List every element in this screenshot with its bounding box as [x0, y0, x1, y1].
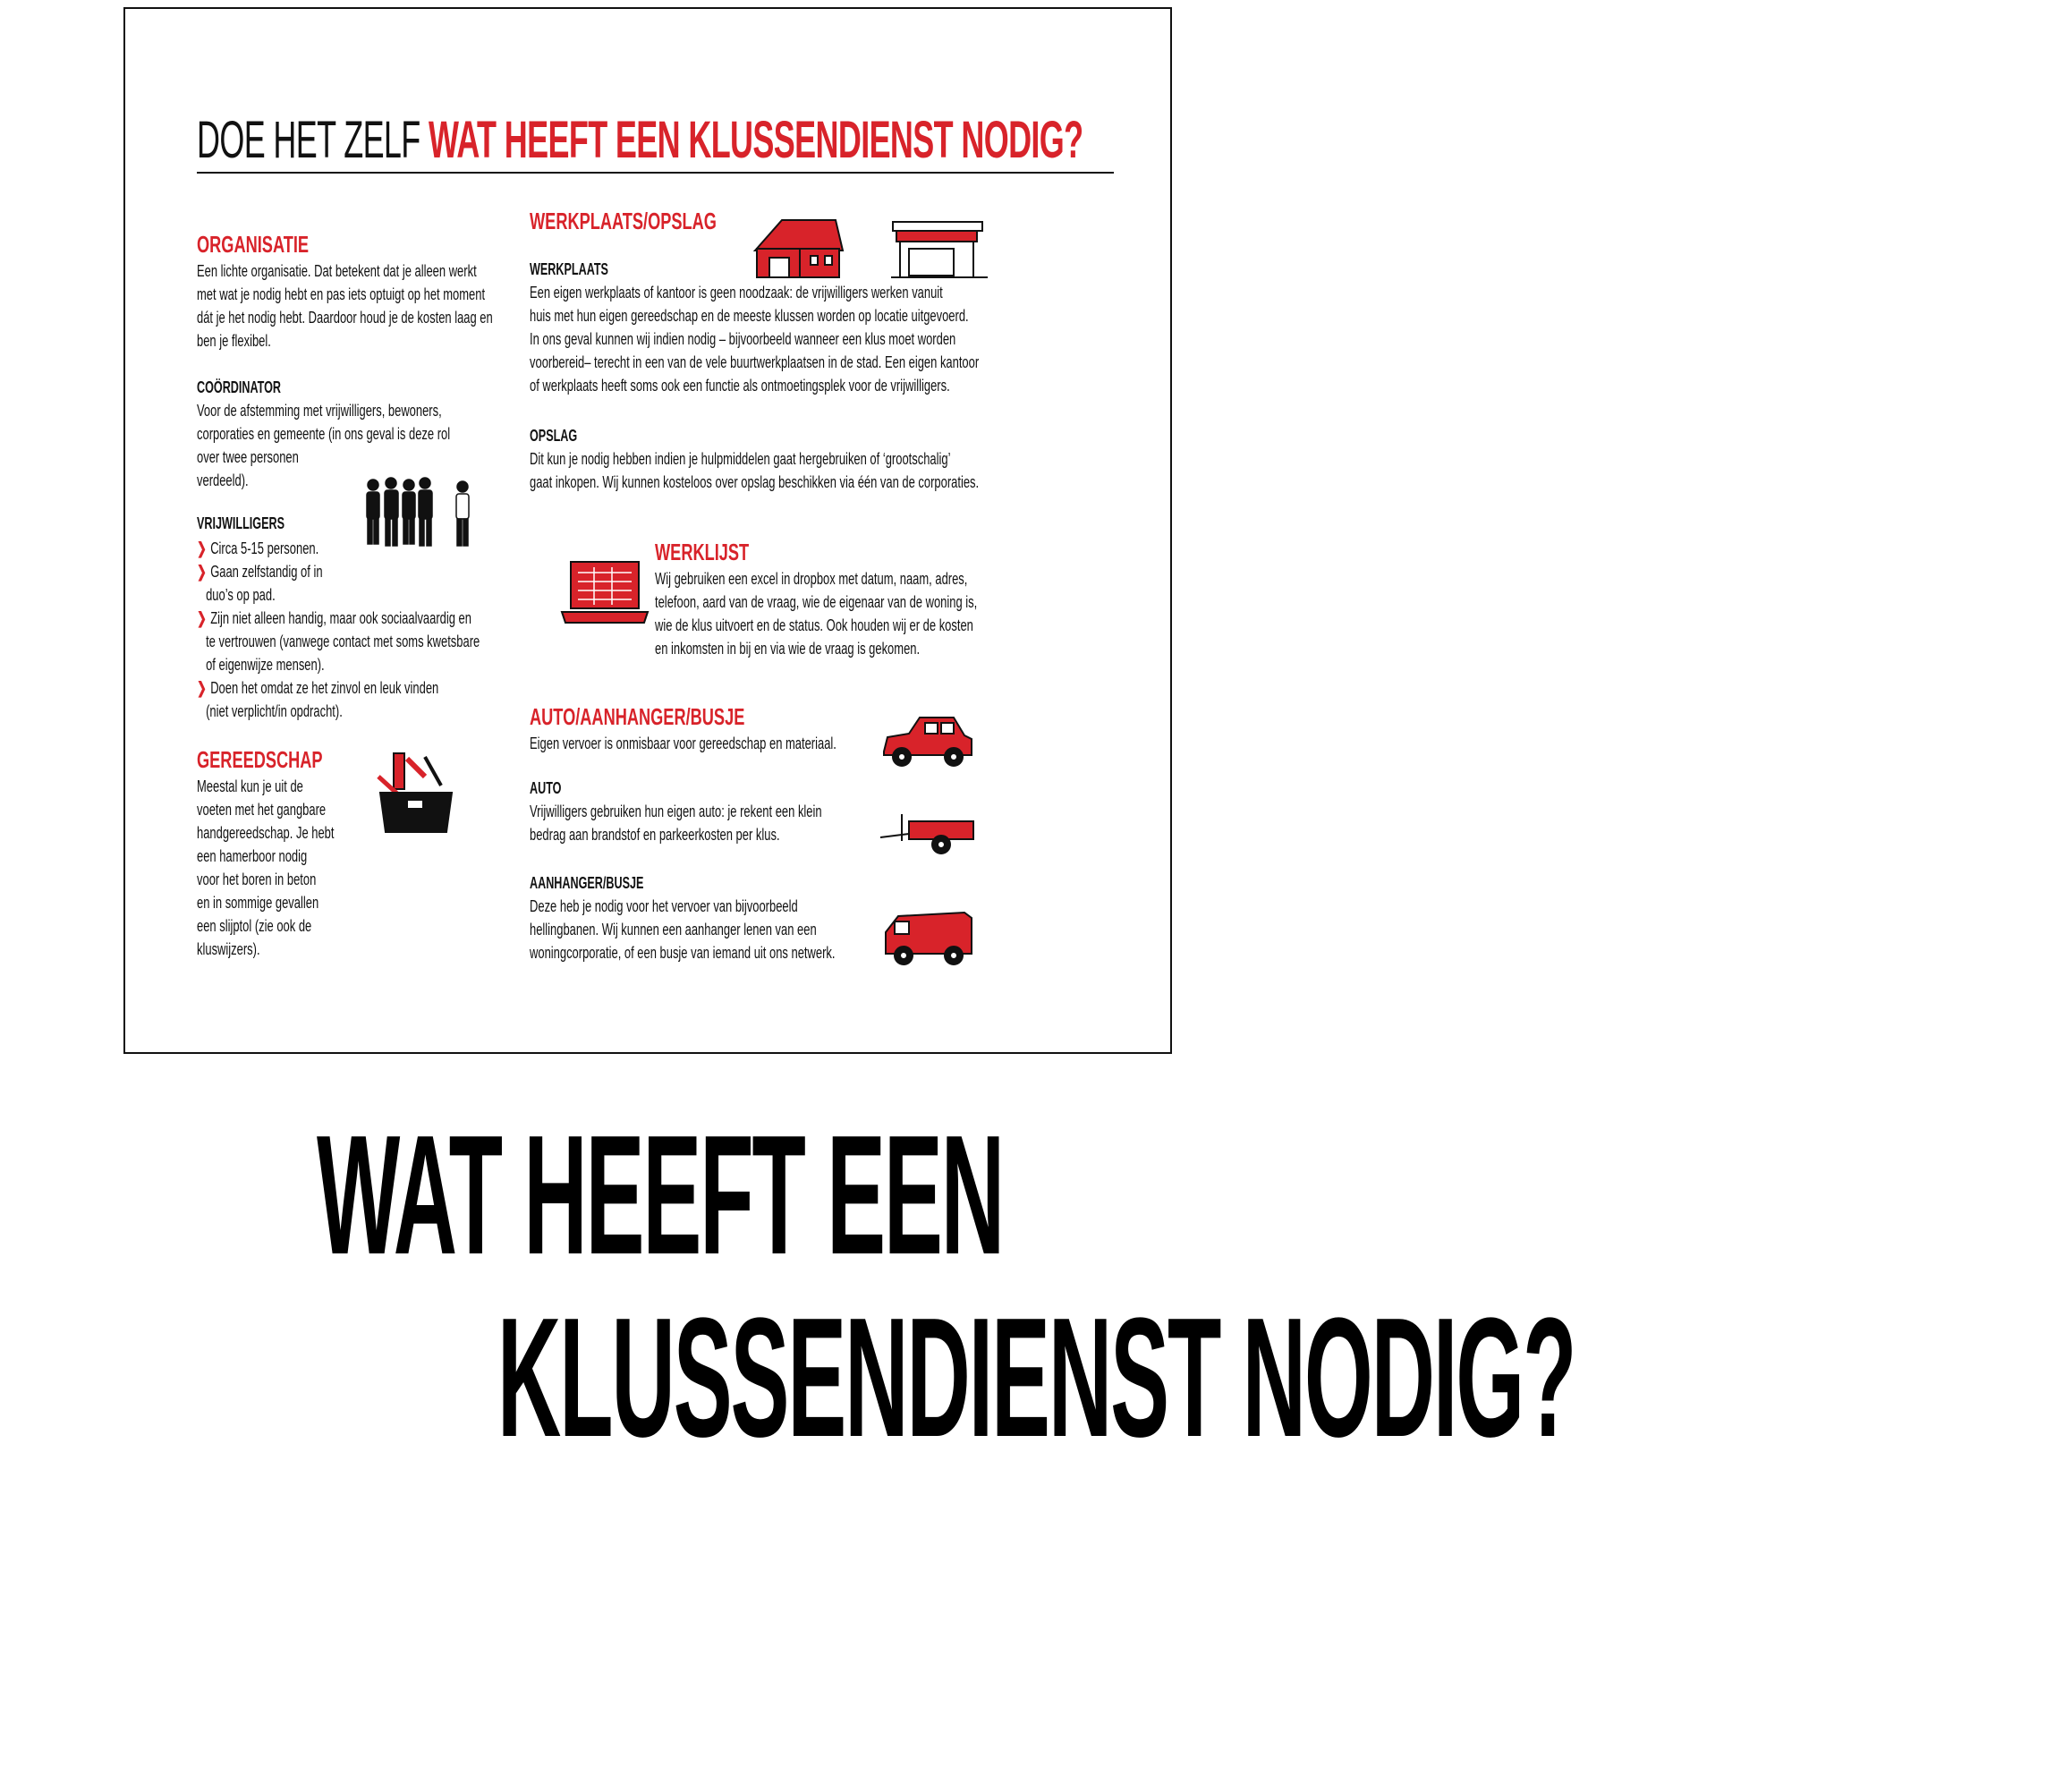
section-organisatie-text: Een lichte organisatie. Dat betekent dat je alleen werkt met wat je nodig hebt en pas iets optuigt op het moment dát je het nodig hebt. Daardoor houd je de kosten laag en ben je flexibel.: [197, 262, 493, 350]
laptop-illustration: [558, 558, 651, 630]
bottom-title-line-1: WAT HEEFT EEN: [317, 1100, 1004, 1290]
list-item: ❯ Zijn niet alleen handig, maar ook sociaalvaardig en: [197, 609, 471, 627]
section-werkplaats-opslag-heading: WERKPLAATS/OPSLAG: [530, 208, 717, 234]
list-item: ❯ Circa 5-15 personen.: [197, 539, 319, 557]
aanhanger-text: Deze heb je nodig voor het vervoer van bijvoorbeeld hellingbanen. Wij kunnen een aanhanger lenen van een woningcorporatie, of een busje van iemand uit ons netwerk.: [530, 897, 836, 962]
opslag-heading: OPSLAG: [530, 427, 578, 445]
section-gereedschap-text: Meestal kun je uit de voeten met het gangbare handgereedschap. Je hebt een hamerboor nodig voor het boren in beton en in sommige gevallen een slijptol (zie ook de kluswijzers).: [197, 777, 335, 958]
werkplaats-heading: WERKPLAATS: [530, 260, 608, 278]
section-vervoer-heading: AUTO/AANHANGER/BUSJE: [530, 703, 745, 730]
title-prefix: DOE HET ZELF: [197, 111, 420, 169]
red-van-illustration: [882, 905, 977, 970]
section-organisatie-heading: ORGANISATIE: [197, 231, 310, 258]
title-main: WAT HEEFT EEN KLUSSENDIENST NODIG?: [429, 111, 1083, 169]
trailer-illustration: [877, 811, 977, 859]
aanhanger-heading: AANHANGER/BUSJE: [530, 874, 644, 892]
bottom-title-line-2: KLUSSENDIENST NODIG?: [497, 1283, 1575, 1473]
workshop-building-illustration: [887, 217, 991, 281]
auto-heading: AUTO: [530, 779, 562, 797]
section-vrijwilligers-heading: VRIJWILLIGERS: [197, 514, 285, 532]
toolbox-illustration: [371, 750, 461, 839]
list-item: ❯ Doen het omdat ze het zinvol en leuk vinden: [197, 679, 439, 697]
list-item: ❯ Gaan zelfstandig of in: [197, 563, 323, 581]
section-coordinator-text: Voor de afstemming met vrijwilligers, bewoners, corporaties en gemeente (in ons geval is deze rol over twee personen verdeeld).: [197, 402, 451, 489]
red-house-illustration: [746, 215, 845, 279]
vrijwilligers-bullet-list: ❯ Circa 5-15 personen. ❯ Gaan zelfstandig of in duo’s op pad. ❯ Zijn niet alleen handig, maar ook sociaalvaardig en te vertrouwen (vanwege contact met soms kwetsbare of eigenwijze mensen). ❯ Doen het omdat ze het zinvol en leuk vinden (niet verplicht/in opdracht).: [197, 537, 590, 723]
auto-text: Vrijwilligers gebruiken hun eigen auto: je rekent een klein bedrag aan brandstof en parkeerkosten per klus.: [530, 803, 822, 844]
section-gereedschap-heading: GEREEDSCHAP: [197, 746, 323, 773]
red-car-illustration: [879, 712, 977, 775]
document-panel: [123, 7, 1172, 1054]
page-title: [197, 112, 1626, 169]
title-divider: [197, 172, 1114, 174]
opslag-text: Dit kun je nodig hebben indien je hulpmiddelen gaat hergebruiken of ‘grootschalig’ gaat inkopen. Wij kunnen kosteloos over opslag beschikken via één van de corporaties.: [530, 450, 980, 491]
section-coordinator-heading: COÖRDINATOR: [197, 378, 282, 396]
werkplaats-text: Een eigen werkplaats of kantoor is geen noodzaak: de vrijwilligers werken vanuit huis met hun eigen gereedschap en de meeste klussen worden op locatie uitgevoerd. In ons geval kunnen wij indien nodig – bijvoorbeeld wanneer een klus moet worden voorbereid– terecht in een van de vele buurtwerkplaatsen in de stad. Een eigen kantoor of werkplaats heeft soms ook een functie als ontmoetingsplek voor de vrijwilligers.: [530, 284, 980, 395]
vervoer-intro: Eigen vervoer is onmisbaar voor gereedschap en materiaal.: [530, 735, 836, 752]
werklijst-text: Wij gebruiken een excel in dropbox met datum, naam, adres, telefoon, aard van de vraag, wie de eigenaar van de woning is, wie de klus uitvoert en de status. Ook houden wij er de kosten en inkomsten in bij en via wie de vraag is gekomen.: [655, 570, 978, 658]
section-werklijst-heading: WERKLIJST: [655, 539, 750, 565]
